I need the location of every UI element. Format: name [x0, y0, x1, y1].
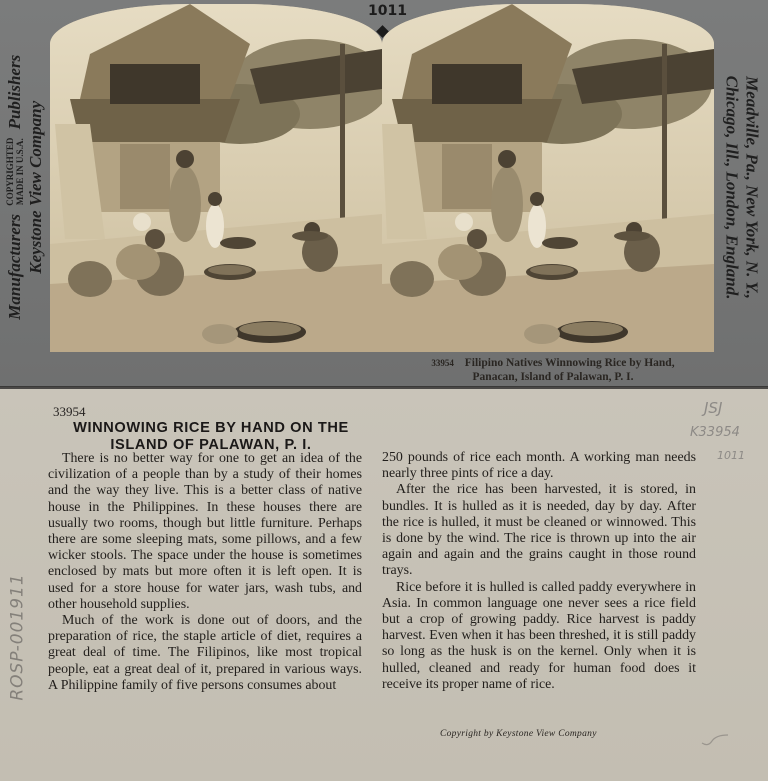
copyright-line: Copyright by Keystone View Company — [440, 729, 597, 739]
winnowing-scene-illustration-duplicate — [382, 4, 714, 352]
stereoview-card-front — [0, 0, 768, 387]
paragraph: 250 pounds of rice each month. A working man needs nearly three pints of rice a day. — [382, 450, 696, 482]
back-title: WINNOWING RICE BY HAND ON THE ISLAND OF PALAWAN, P. I. — [73, 420, 349, 453]
copyright-mark-line1: COPYRIGHTED — [4, 137, 15, 206]
stereo-photo-right — [382, 4, 714, 352]
text-column-right — [382, 450, 696, 693]
pencil-catalog-number: K33954 — [690, 425, 740, 440]
role-manufacturers: Manufacturers — [4, 214, 24, 320]
right-margin-imprint — [720, 20, 764, 355]
copyright-mark-line2: MADE IN U.S.A. — [14, 138, 25, 206]
stereo-photo-left — [50, 4, 382, 352]
left-margin-imprint — [3, 20, 47, 355]
stereoview-card-back — [0, 389, 768, 781]
text-column-left — [48, 451, 362, 694]
caption-number: 33954 — [431, 358, 454, 368]
front-caption — [386, 356, 720, 384]
paragraph: Rice before it is hulled is called paddy everywhere in Asia. In common language one never sees a rice field but a crop of growing paddy. Rice harvest is paddy harvest. Even when it has been threshed, it is still paddy so long as the husk is on the kernel. Only when it is hulled, cleaned and ready for human food does it receive its proper name of rice. — [382, 579, 696, 692]
publisher-name: Keystone View Company — [25, 101, 45, 274]
publisher-cities-line2: Chicago, Ill., London, England. — [723, 75, 743, 300]
paragraph: Much of the work is done out of doors, and the preparation of rice, the staple article of diet, requires a great deal of time. The Filipinos, like most tropical people, eat a great deal of it, prepared in various ways. A Philippine family of five persons consumes about — [48, 613, 362, 693]
paragraph: After the rice has been harvested, it is stored, in bundles. It is hulled as it is needed, day by day. After the rice is hulled, it must be cleaned or winnowed. This is done by the wind. The rice is thrown up into the air again and again and the grains caught in those round trays. — [382, 482, 696, 579]
role-publishers: Publishers — [4, 55, 24, 130]
pencil-margin-id: ROSP-001911 — [7, 573, 28, 701]
caption-line1: Filipino Natives Winnowing Rice by Hand, — [464, 357, 675, 369]
winnowing-scene-illustration — [50, 4, 382, 352]
paragraph: There is no better way for one to get an idea of the civilization of a people than by a study of their homes and the way they live. This is a better class of native house in the Philippines. In these houses there are usually two rooms, though but little furniture. Perhaps there are some sleeping mats, some pillows, and a few wicker stools. The space under the house is sometimes enclosed by mats but more often it is left open. It is used for a store house for water jars, wash tubs, and other household supplies. — [48, 451, 362, 612]
pencil-checkmark-icon — [700, 731, 730, 751]
publisher-cities-line1: Meadville, Pa., New York, N. Y., — [742, 76, 762, 299]
pencil-initials: JSJ — [704, 399, 723, 417]
pencil-number: 1011 — [717, 449, 745, 462]
caption-line2: Panacan, Island of Palawan, P. I. — [472, 371, 634, 383]
back-catalog-number: 33954 — [53, 404, 86, 419]
